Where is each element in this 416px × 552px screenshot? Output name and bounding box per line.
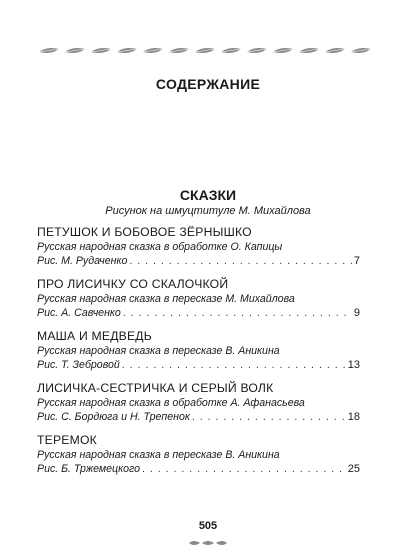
- dot-leader: [122, 358, 346, 372]
- footer-ornament: [188, 534, 228, 542]
- dot-leader: [142, 462, 346, 476]
- entry-illustrator: Рис. М. Рудаченко: [37, 255, 128, 267]
- entry-title: ЛИСИЧКА-СЕСТРИЧКА И СЕРЫЙ ВОЛК: [37, 381, 274, 395]
- entry-title: ТЕРЕМОК: [37, 433, 97, 447]
- contents-entry[interactable]: [37, 380, 360, 424]
- contents-list: [37, 224, 360, 484]
- entry-title: ПРО ЛИСИЧКУ СО СКАЛОЧКОЙ: [37, 277, 229, 291]
- entry-credit-row: [37, 410, 360, 424]
- entry-description: Русская народная сказка в обработке А. Афанасьева: [37, 397, 305, 409]
- contents-entry[interactable]: [37, 432, 360, 476]
- contents-entry[interactable]: [37, 224, 360, 268]
- dot-leader: [129, 254, 352, 268]
- dot-leader: [192, 410, 346, 424]
- entry-credit-row: [37, 462, 360, 476]
- footer-ornament-icon: [188, 539, 228, 547]
- entry-page-number: 13: [347, 359, 360, 371]
- entry-credit-row: [37, 358, 360, 372]
- entry-credit-row: [37, 306, 360, 320]
- feather-ornament-band: [37, 45, 379, 59]
- entry-description: Русская народная сказка в пересказе М. Михайлова: [37, 293, 295, 305]
- entry-page-number: 7: [353, 255, 360, 267]
- dot-leader: [123, 306, 352, 320]
- feather-ornament-icon: [37, 45, 379, 59]
- entry-illustrator: Рис. Т. Зебровой: [37, 359, 120, 371]
- entry-page-number: 9: [353, 307, 360, 319]
- page-number: 505: [198, 520, 218, 532]
- contents-entry[interactable]: [37, 276, 360, 320]
- section-subtitle: Рисунок на шмуцтитуле М. Михайлова: [105, 205, 311, 217]
- contents-title: СОДЕРЖАНИЕ: [155, 76, 261, 92]
- entry-illustrator: Рис. А. Савченко: [37, 307, 121, 319]
- entry-illustrator: Рис. Б. Тржемецкого: [37, 463, 140, 475]
- entry-description: Русская народная сказка в пересказе В. Аникина: [37, 449, 280, 461]
- entry-illustrator: Рис. С. Бордюга и Н. Трепенок: [37, 411, 190, 423]
- entry-credit-row: [37, 254, 360, 268]
- entry-title: ПЕТУШОК И БОБОВОЕ ЗЁРНЫШКО: [37, 225, 252, 239]
- contents-entry[interactable]: [37, 328, 360, 372]
- entry-title: МАША И МЕДВЕДЬ: [37, 329, 152, 343]
- entry-description: Русская народная сказка в пересказе В. Аникина: [37, 345, 280, 357]
- entry-description: Русская народная сказка в обработке О. Капицы: [37, 241, 283, 253]
- entry-page-number: 25: [347, 463, 360, 475]
- section-title: СКАЗКИ: [179, 187, 237, 203]
- entry-page-number: 18: [347, 411, 360, 423]
